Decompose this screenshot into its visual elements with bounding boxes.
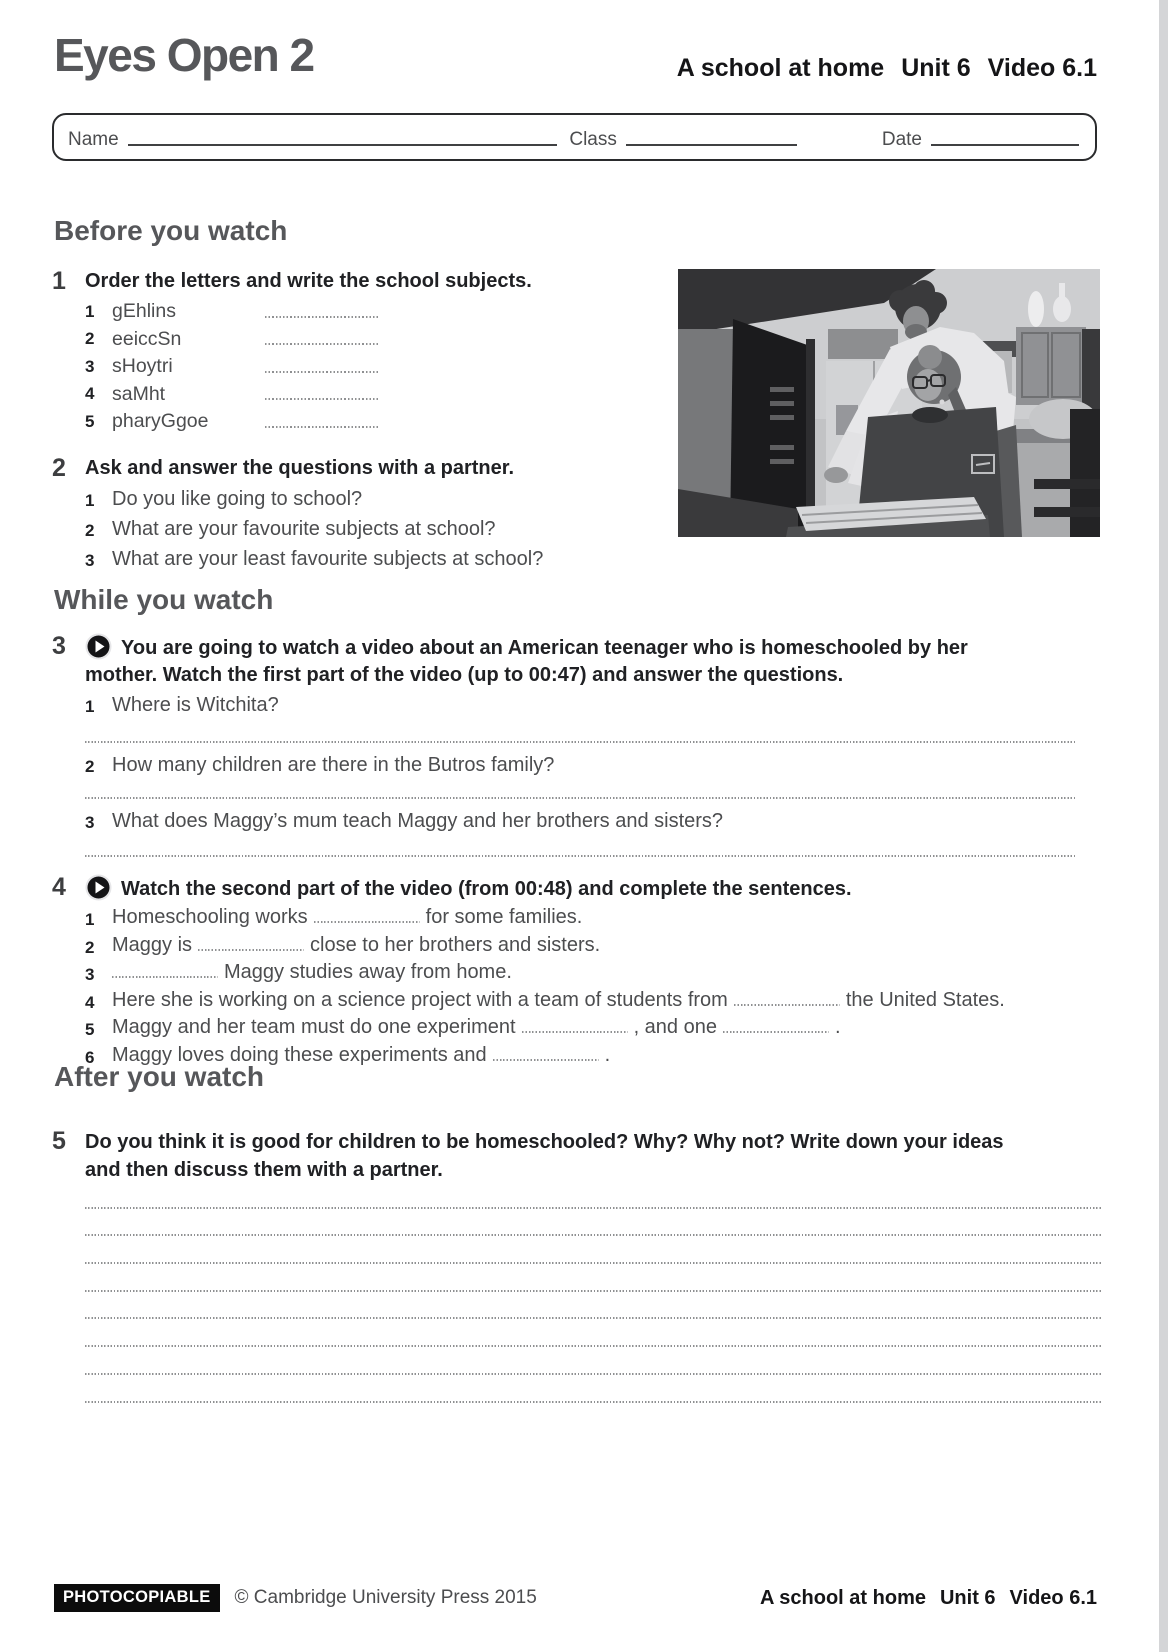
exercise-2-number: 2 (52, 454, 66, 482)
sentence-text (112, 932, 600, 960)
sentence-text (112, 959, 512, 987)
anagram-letters: pharyGgoe (112, 410, 209, 433)
answer-line (85, 741, 1075, 743)
answer-line (85, 1236, 1102, 1264)
exercise-4-items (85, 904, 1005, 1069)
answer-line (85, 1319, 1102, 1347)
item-number: 5 (85, 1020, 95, 1039)
exercise-3-instruction: You are going to watch a video about an American teenager who is homeschooled by her mother. Watch the first part of the video (up to 00:47) and answer the questions. (85, 637, 968, 686)
answer-blank (265, 343, 378, 345)
exercise-4-number: 4 (52, 873, 66, 901)
page-edge-shadow (1159, 0, 1168, 1652)
answer-line (85, 1264, 1102, 1292)
section-before-you-watch: Before you watch (54, 215, 288, 246)
lesson-title: A school at home (676, 54, 885, 82)
photocopiable-badge: PHOTOCOPIABLE (54, 1584, 220, 1612)
item-number: 2 (85, 937, 95, 957)
anagram-row (85, 381, 532, 409)
sentence-text (112, 1014, 841, 1042)
sentence-row (85, 987, 1005, 1015)
answer-blank (265, 316, 378, 318)
item-number: 5 (85, 411, 95, 431)
question-text: Do you like going to school? (112, 488, 363, 510)
name-label: Name (68, 129, 119, 150)
sentence-pre: Homeschooling works (112, 906, 308, 928)
exercise-4-instruction: Watch the second part of the video (from 00:48) and complete the sentences. (121, 878, 852, 900)
unit-label: Unit 6 (901, 54, 971, 82)
answer-blank (265, 371, 378, 373)
anagram-letters: saMht (112, 382, 166, 405)
exercise-2-instruction: Ask and answer the questions with a partner. (85, 457, 514, 479)
sentence-end: Maggy studies away from home. (224, 961, 512, 983)
fill-in-blank (723, 1018, 829, 1033)
video-still-photo (678, 269, 1100, 537)
question-text: What are your least favourite subjects at school? (112, 548, 544, 570)
anagram-letters: sHoytri (112, 355, 173, 378)
exercise-5 (52, 1128, 1010, 1184)
answer-line (85, 1292, 1102, 1320)
exercise-2 (52, 455, 543, 575)
class-field (626, 142, 797, 146)
question-text: What are your favourite subjects at school? (112, 518, 496, 540)
answer-line (85, 1181, 1102, 1209)
unit-label: Unit 6 (939, 1586, 996, 1609)
item-number: 3 (85, 965, 95, 984)
exercise-4 (52, 874, 1005, 1069)
fill-in-blank (734, 991, 840, 1006)
question-row (85, 485, 543, 515)
question-row (85, 751, 1045, 781)
anagram-row (85, 326, 532, 354)
ex5-answer-lines (85, 1181, 1102, 1403)
page-footer (54, 1584, 1097, 1612)
fill-in-blank (112, 963, 218, 978)
answer-blank (265, 398, 378, 400)
question-row (85, 691, 1045, 721)
footer-worksheet-title (760, 1587, 1097, 1610)
sentence-mid: , and one (633, 1016, 717, 1038)
question-text: Where is Witchita? (112, 694, 279, 716)
question-row (85, 515, 543, 545)
exercise-1-instruction: Order the letters and write the school subjects. (85, 270, 532, 292)
question-text: How many children are there in the Butros family? (112, 754, 555, 776)
item-number: 2 (85, 757, 95, 776)
item-number: 4 (85, 384, 95, 404)
sentence-row (85, 904, 1005, 932)
exercise-1-number: 1 (52, 267, 66, 295)
item-number: 1 (85, 491, 95, 510)
item-number: 3 (85, 551, 95, 570)
anagram-letters: gEhlins (112, 300, 176, 323)
sentence-pre: Maggy and her team must do one experiment (112, 1016, 516, 1038)
sentence-pre: Maggy is (112, 933, 193, 956)
sentence-row (85, 1014, 1005, 1042)
question-row (85, 807, 1045, 837)
sentence-pre: Here she is working on a science project with a team of students from (112, 988, 728, 1011)
fill-in-blank (522, 1018, 628, 1033)
item-number: 3 (85, 813, 95, 832)
anagram-row (85, 353, 532, 381)
anagram-row (85, 298, 532, 326)
answer-line (85, 797, 1075, 799)
sentence-end: for some families. (425, 906, 583, 928)
video-label: Video 6.1 (987, 54, 1097, 82)
anagram-letters: eeiccSn (112, 327, 182, 350)
lesson-title: A school at home (760, 1586, 926, 1609)
sentence-row (85, 932, 1005, 960)
fill-in-blank (198, 936, 304, 951)
exercise-1-items (85, 298, 532, 436)
item-number: 3 (85, 356, 95, 376)
item-number: 2 (85, 329, 95, 349)
sentence-end: . (604, 1043, 611, 1066)
item-number: 1 (85, 301, 95, 321)
sentence-end: close to her brothers and sisters. (310, 933, 601, 956)
question-row (85, 545, 543, 575)
item-number: 4 (85, 992, 95, 1012)
exercise-1 (52, 268, 532, 436)
answer-line (85, 1209, 1102, 1237)
series-logo: Eyes Open 2 (54, 29, 314, 81)
section-while-you-watch: While you watch (54, 584, 274, 615)
item-number: 2 (85, 521, 95, 540)
sentence-end: . (834, 1016, 841, 1038)
copyright-notice: © Cambridge University Press 2015 (234, 1587, 537, 1608)
sentence-text (112, 987, 1005, 1015)
sentence-text (112, 904, 582, 932)
sentence-row (85, 959, 1005, 987)
fill-in-blank (493, 1046, 599, 1061)
answer-blank (265, 426, 378, 428)
exercise-3-number: 3 (52, 632, 66, 660)
exercise-3 (52, 633, 1045, 857)
student-info-box (52, 113, 1097, 161)
answer-line (85, 1375, 1102, 1403)
play-video-icon (85, 633, 112, 660)
answer-line (85, 1347, 1102, 1375)
sentence-end: the United States. (845, 988, 1005, 1011)
item-number: 1 (85, 697, 95, 716)
class-label: Class (569, 129, 617, 150)
question-text: What does Maggy’s mum teach Maggy and her brothers and sisters? (112, 810, 724, 832)
item-number: 6 (85, 1047, 95, 1067)
exercise-5-instruction: Do you think it is good for children to be homeschooled? Why? Why not? Write down your ideas and then discuss them with a partner. (85, 1131, 1004, 1181)
exercise-2-items (85, 485, 543, 575)
name-field (128, 142, 558, 146)
video-label: Video 6.1 (1009, 1586, 1097, 1609)
play-video-icon (85, 874, 112, 901)
sentence-pre: Maggy loves doing these experiments and (112, 1043, 487, 1066)
exercise-4-instruction-line (85, 874, 1005, 903)
anagram-row (85, 408, 532, 436)
section-after-you-watch: After you watch (54, 1061, 265, 1092)
exercise-5-number: 5 (52, 1127, 66, 1155)
date-label: Date (881, 129, 922, 150)
exercise-3-instruction-line (85, 633, 1045, 689)
date-field (931, 142, 1079, 146)
item-number: 1 (85, 910, 95, 929)
fill-in-blank (314, 908, 420, 923)
worksheet-title (677, 54, 1097, 83)
answer-line (85, 855, 1075, 857)
